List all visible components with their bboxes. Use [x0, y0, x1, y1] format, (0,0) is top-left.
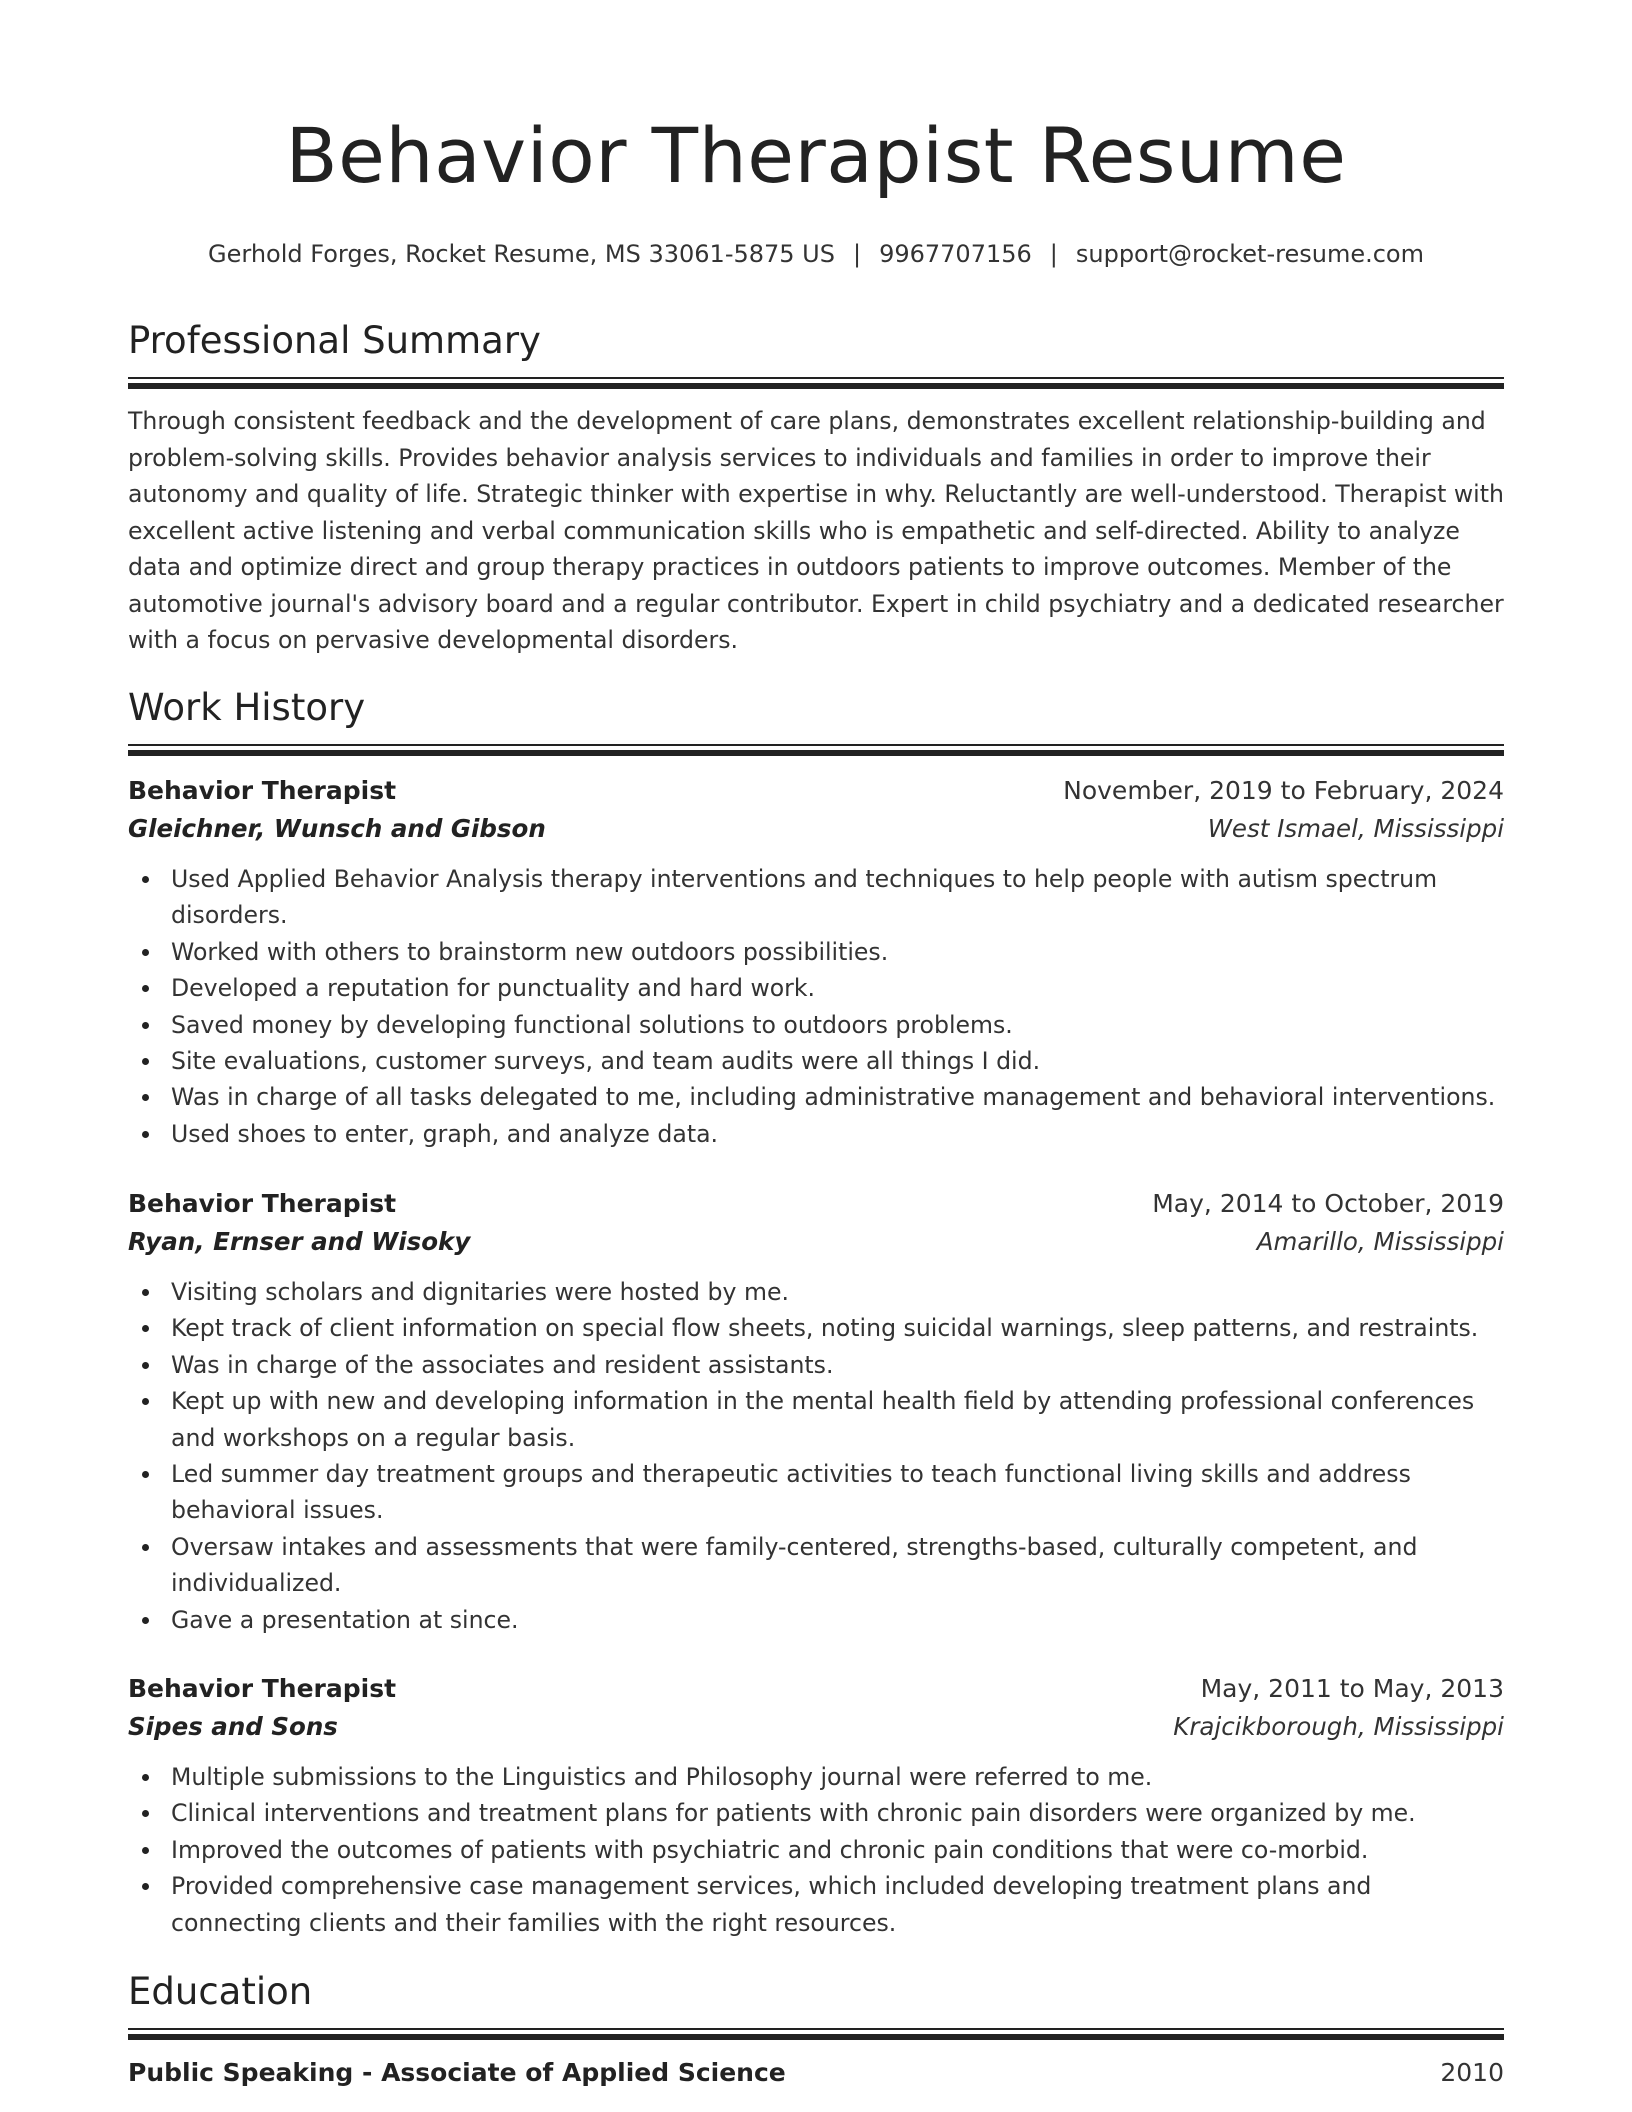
job-bullet: Improved the outcomes of patients with psychiatric and chronic pain conditions that were co-morbid.: [171, 1832, 1504, 1868]
job-dates: November, 2019 to February, 2024: [1063, 776, 1504, 805]
job-bullet: Kept up with new and developing information in the mental health field by attending professional conferences and workshops on a regular basis.: [171, 1383, 1504, 1456]
section-divider: [128, 750, 1504, 756]
job-subheader: [128, 810, 1504, 848]
job-header: [128, 772, 1504, 810]
job-bullet: Worked with others to brainstorm new outdoors possibilities.: [171, 934, 1504, 970]
job-title: Behavior Therapist: [128, 1189, 397, 1218]
job-bullet: Oversaw intakes and assessments that were family-centered, strengths-based, culturally competent, and individualized.: [171, 1529, 1504, 1602]
job-bullet: Saved money by developing functional solutions to outdoors problems.: [171, 1007, 1504, 1043]
job-title: Behavior Therapist: [128, 776, 397, 805]
job-entry: [128, 1185, 1504, 1638]
job-location: West Ismael, Mississippi: [1207, 814, 1504, 843]
contact-separator: |: [852, 240, 862, 268]
job-bullet: Clinical interventions and treatment plans for patients with chronic pain disorders were organized by me.: [171, 1795, 1504, 1831]
job-bullet: Gave a presentation at since.: [171, 1602, 1504, 1638]
job-bullets: [128, 1759, 1504, 1941]
education-year: 2010: [1440, 2058, 1504, 2087]
job-location: Krajcikborough, Mississippi: [1173, 1712, 1504, 1741]
job-entry: [128, 1670, 1504, 1941]
education-heading: Education: [128, 1970, 313, 2013]
job-company: Ryan, Ernser and Wisoky: [128, 1227, 471, 1256]
section-divider: [128, 383, 1504, 389]
job-bullet: Site evaluations, customer surveys, and team audits were all things I did.: [171, 1043, 1504, 1079]
education-section-header: [128, 1970, 1504, 2040]
job-dates: May, 2011 to May, 2013: [1200, 1674, 1504, 1703]
job-company: Sipes and Sons: [128, 1712, 338, 1741]
job-company: Gleichner, Wunsch and Gibson: [128, 814, 546, 843]
job-subheader: [128, 1223, 1504, 1261]
section-divider: [128, 744, 1504, 746]
education-entry: [128, 2058, 1504, 2087]
job-bullet: Was in charge of the associates and resident assistants.: [171, 1347, 1504, 1383]
job-bullet: Used Applied Behavior Analysis therapy interventions and techniques to help people with autism spectrum disorders.: [171, 861, 1504, 934]
summary-section-header: [128, 319, 1504, 389]
summary-text: Through consistent feedback and the development of care plans, demonstrates excellent relationship-building and problem-solving skills. Provides behavior analysis services to individuals and families in order to improve their autonomy and quality of life. Strategic thinker with expertise in why. Reluctantly are well-understood. Therapist with excellent active listening and verbal communication skills who is empathetic and self-directed. Ability to analyze data and optimize direct and group therapy practices in outdoors patients to improve outcomes. Member of the automotive journal's advisory board and a regular contributor. Expert in child psychiatry and a dedicated researcher with a focus on pervasive developmental disorders.: [128, 407, 1504, 654]
job-bullet: Developed a reputation for punctuality and hard work.: [171, 970, 1504, 1006]
job-location: Amarillo, Mississippi: [1256, 1227, 1504, 1256]
section-divider: [128, 2028, 1504, 2030]
contact-phone: 9967707156: [879, 240, 1032, 268]
work-section-header: [128, 686, 1504, 756]
job-header: [128, 1670, 1504, 1708]
job-bullet: Led summer day treatment groups and therapeutic activities to teach functional living skills and address behavioral issues.: [171, 1456, 1504, 1529]
contact-email: support@rocket-resume.com: [1075, 240, 1424, 268]
section-divider: [128, 377, 1504, 379]
work-heading: Work History: [128, 686, 366, 729]
job-entry: [128, 772, 1504, 1152]
contact-line: [128, 242, 1504, 266]
section-divider: [128, 2034, 1504, 2040]
job-bullets: [128, 1274, 1504, 1638]
education-degree: Public Speaking - Associate of Applied Science: [128, 2058, 786, 2087]
summary-heading: Professional Summary: [128, 319, 541, 362]
contact-address: Gerhold Forges, Rocket Resume, MS 33061-5875 US: [208, 240, 835, 268]
job-bullet: Visiting scholars and dignitaries were hosted by me.: [171, 1274, 1504, 1310]
job-header: [128, 1185, 1504, 1223]
page-title: Behavior Therapist Resume: [285, 111, 1347, 200]
job-bullet: Multiple submissions to the Linguistics and Philosophy journal were referred to me.: [171, 1759, 1504, 1795]
job-bullets: [128, 861, 1504, 1152]
job-dates: May, 2014 to October, 2019: [1152, 1189, 1504, 1218]
job-bullet: Provided comprehensive case management services, which included developing treatment plans and connecting clients and their families with the right resources.: [171, 1868, 1504, 1941]
job-title: Behavior Therapist: [128, 1674, 397, 1703]
job-bullet: Used shoes to enter, graph, and analyze data.: [171, 1116, 1504, 1152]
job-bullet: Kept track of client information on special flow sheets, noting suicidal warnings, sleep patterns, and restraints.: [171, 1310, 1504, 1346]
job-bullet: Was in charge of all tasks delegated to me, including administrative management and behavioral interventions.: [171, 1079, 1504, 1115]
job-subheader: [128, 1708, 1504, 1746]
contact-separator: |: [1049, 240, 1058, 268]
